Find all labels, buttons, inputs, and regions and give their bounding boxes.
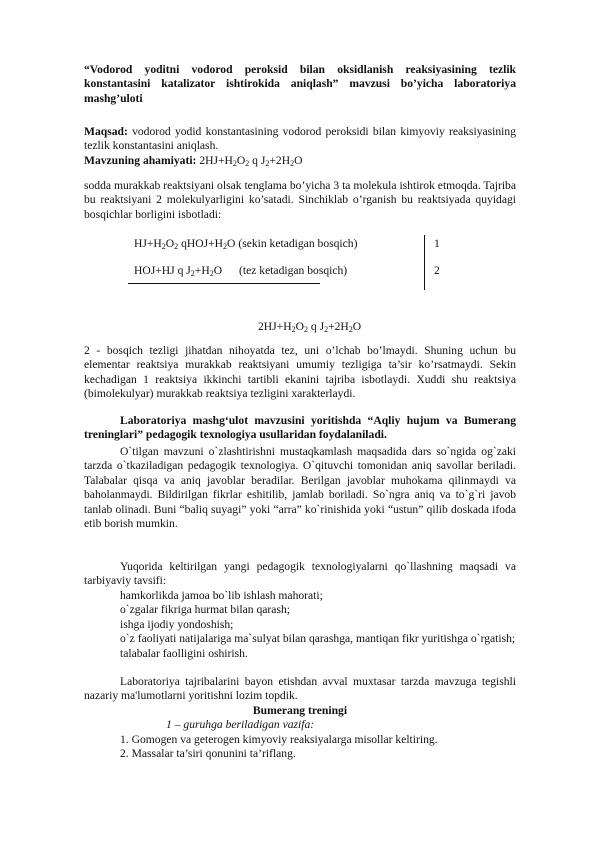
task-item: 1. Gomogen va geterogen kimyoviy reaksiyalarga misollar keltiring. <box>120 733 438 746</box>
goal-label: Maqsad: <box>84 125 128 138</box>
importance-line <box>84 154 516 168</box>
summary-equation: $2HJ+H_2O_2$ q $J_2+2H_2O$ <box>258 320 362 334</box>
goal-item: ishga ijodiy yondoshish; <box>120 617 234 631</box>
goal-item: hamkorlikda jamoa bo`lib ishlash mahorati; <box>120 589 323 602</box>
theory-paragraph: Laboratoriya tajribalarini bayon etishdan avval muxtasar tarzda mavzuga tegishli nazariy ma'lumotlarni yoritishni lozim topdik. <box>84 675 516 703</box>
step-number: 1 <box>434 237 440 250</box>
step-number: 2 <box>434 264 440 277</box>
tasks-list <box>84 733 516 762</box>
document-title: “Vodorod yoditni vodorod peroksid bilan oksidlanish reaksiyasining tezlik konstantasini katalizator ishtirokida aniqlash” mavzusi bo’yicha laboratoriya mashg’uloti <box>84 63 516 105</box>
task-item: 2. Massalar ta’siri qonunini ta’riflang. <box>120 747 296 761</box>
bumerang-heading: Bumerang treningi <box>252 704 348 717</box>
reaction-step-2 <box>134 264 394 278</box>
purpose-paragraph: Yuqorida keltirilgan yangi pedagogik texnologiyalarni qo`llashning maqsadi va tarbiyaviy tavsifi: <box>84 560 516 588</box>
goal-item: o`z faoliyati natijalariga ma`sulyat bilan qarashga, mantiqan fikr yuritishga o`rgatish; <box>120 632 516 646</box>
step-note: (tez ketadigan bosqich) <box>239 264 348 277</box>
intro-paragraph: sodda murakkab reaktsiyani olsak tenglama bo’yicha 3 ta molekula ishtirok etmoqda. Tajriba bu reaktsiyani 2 molekulyarligini ko’satadi. Sinchiklab o’rganish bu reaktsiyada quyidagi bosqichlar borligini isbotladi: <box>84 179 516 221</box>
method-paragraph: O`tilgan mavzuni o`zlashtirishni mustaqkamlash maqsadida dars so`ngida og`zaki tarzda o`tkaziladigan pedagogik texnologiya. O`qituvchi tomonidan aniq savollar beriladi. Talabalar qisqa va aniq javoblar beradilar. Berilgan javoblar muhokama qilinmaydi va baholanmaydi. Bildirilgan fikrlar eshitilib, jamlab boriladi. So`ngra aniq va to`g`ri javob tanlab olinadi. Buni “baliq suyagi” yoki “arra” ko`rinishida yoki “ustun” qilib doskada ifoda etib borish mumkin. <box>84 445 516 531</box>
goal-text: vodorod yodid konstantasining vodorod peroksidi bilan kimyoviy reaksiyasining tezlik konstantasini aniqlash. <box>84 125 516 153</box>
group-task-label: 1 – guruhga beriladigan vazifa: <box>166 718 315 731</box>
sum-line <box>128 283 320 284</box>
goal-item: talabalar faolligini oshirish. <box>120 646 248 660</box>
step-divider <box>424 235 425 290</box>
reaction-step-1 <box>134 237 394 251</box>
goal-paragraph <box>84 125 516 154</box>
step-note: (sekin ketadigan bosqich) <box>238 237 358 250</box>
step-equation: HOJ+HJ q $J_2+H_2O$ <box>134 264 223 278</box>
step-explanation-paragraph: 2 - bosqich tezligi jihatdan nihoyatda tez, uni o’lchab bo’lmaydi. Shuning uchun bu elementar reaktsiya murakkab reaktsiyani umumiy tezligiga ta’sir ko’rsatmaydi. Sekin kechadigan 1 reaktsiya ikkinchi tartibli ekanini tajriba isbotlaydi. Xuddi shu reaktsiya (bimolekulyar) murakkab reaktsiya tezligini xarakterlaydi. <box>84 344 516 401</box>
goal-item: o`zgalar fikriga hurmat bilan qarash; <box>120 603 290 617</box>
importance-label: Mavzuning ahamiyati: <box>84 154 197 167</box>
step-equation: $HJ+H_2O_2$ $qHOJ+H_2O$ <box>134 237 236 251</box>
importance-equation: $2HJ+H_2O_2$ q $J_2+2H_2O$ <box>199 154 303 168</box>
goals-list <box>84 589 516 661</box>
section-heading: Laboratoriya mashg‘ulot mavzusini yoritishda “Aqliy hujum va Bumerang treninglari” pedagogik texnologiya usullaridan foydalaniladi. <box>84 414 516 442</box>
